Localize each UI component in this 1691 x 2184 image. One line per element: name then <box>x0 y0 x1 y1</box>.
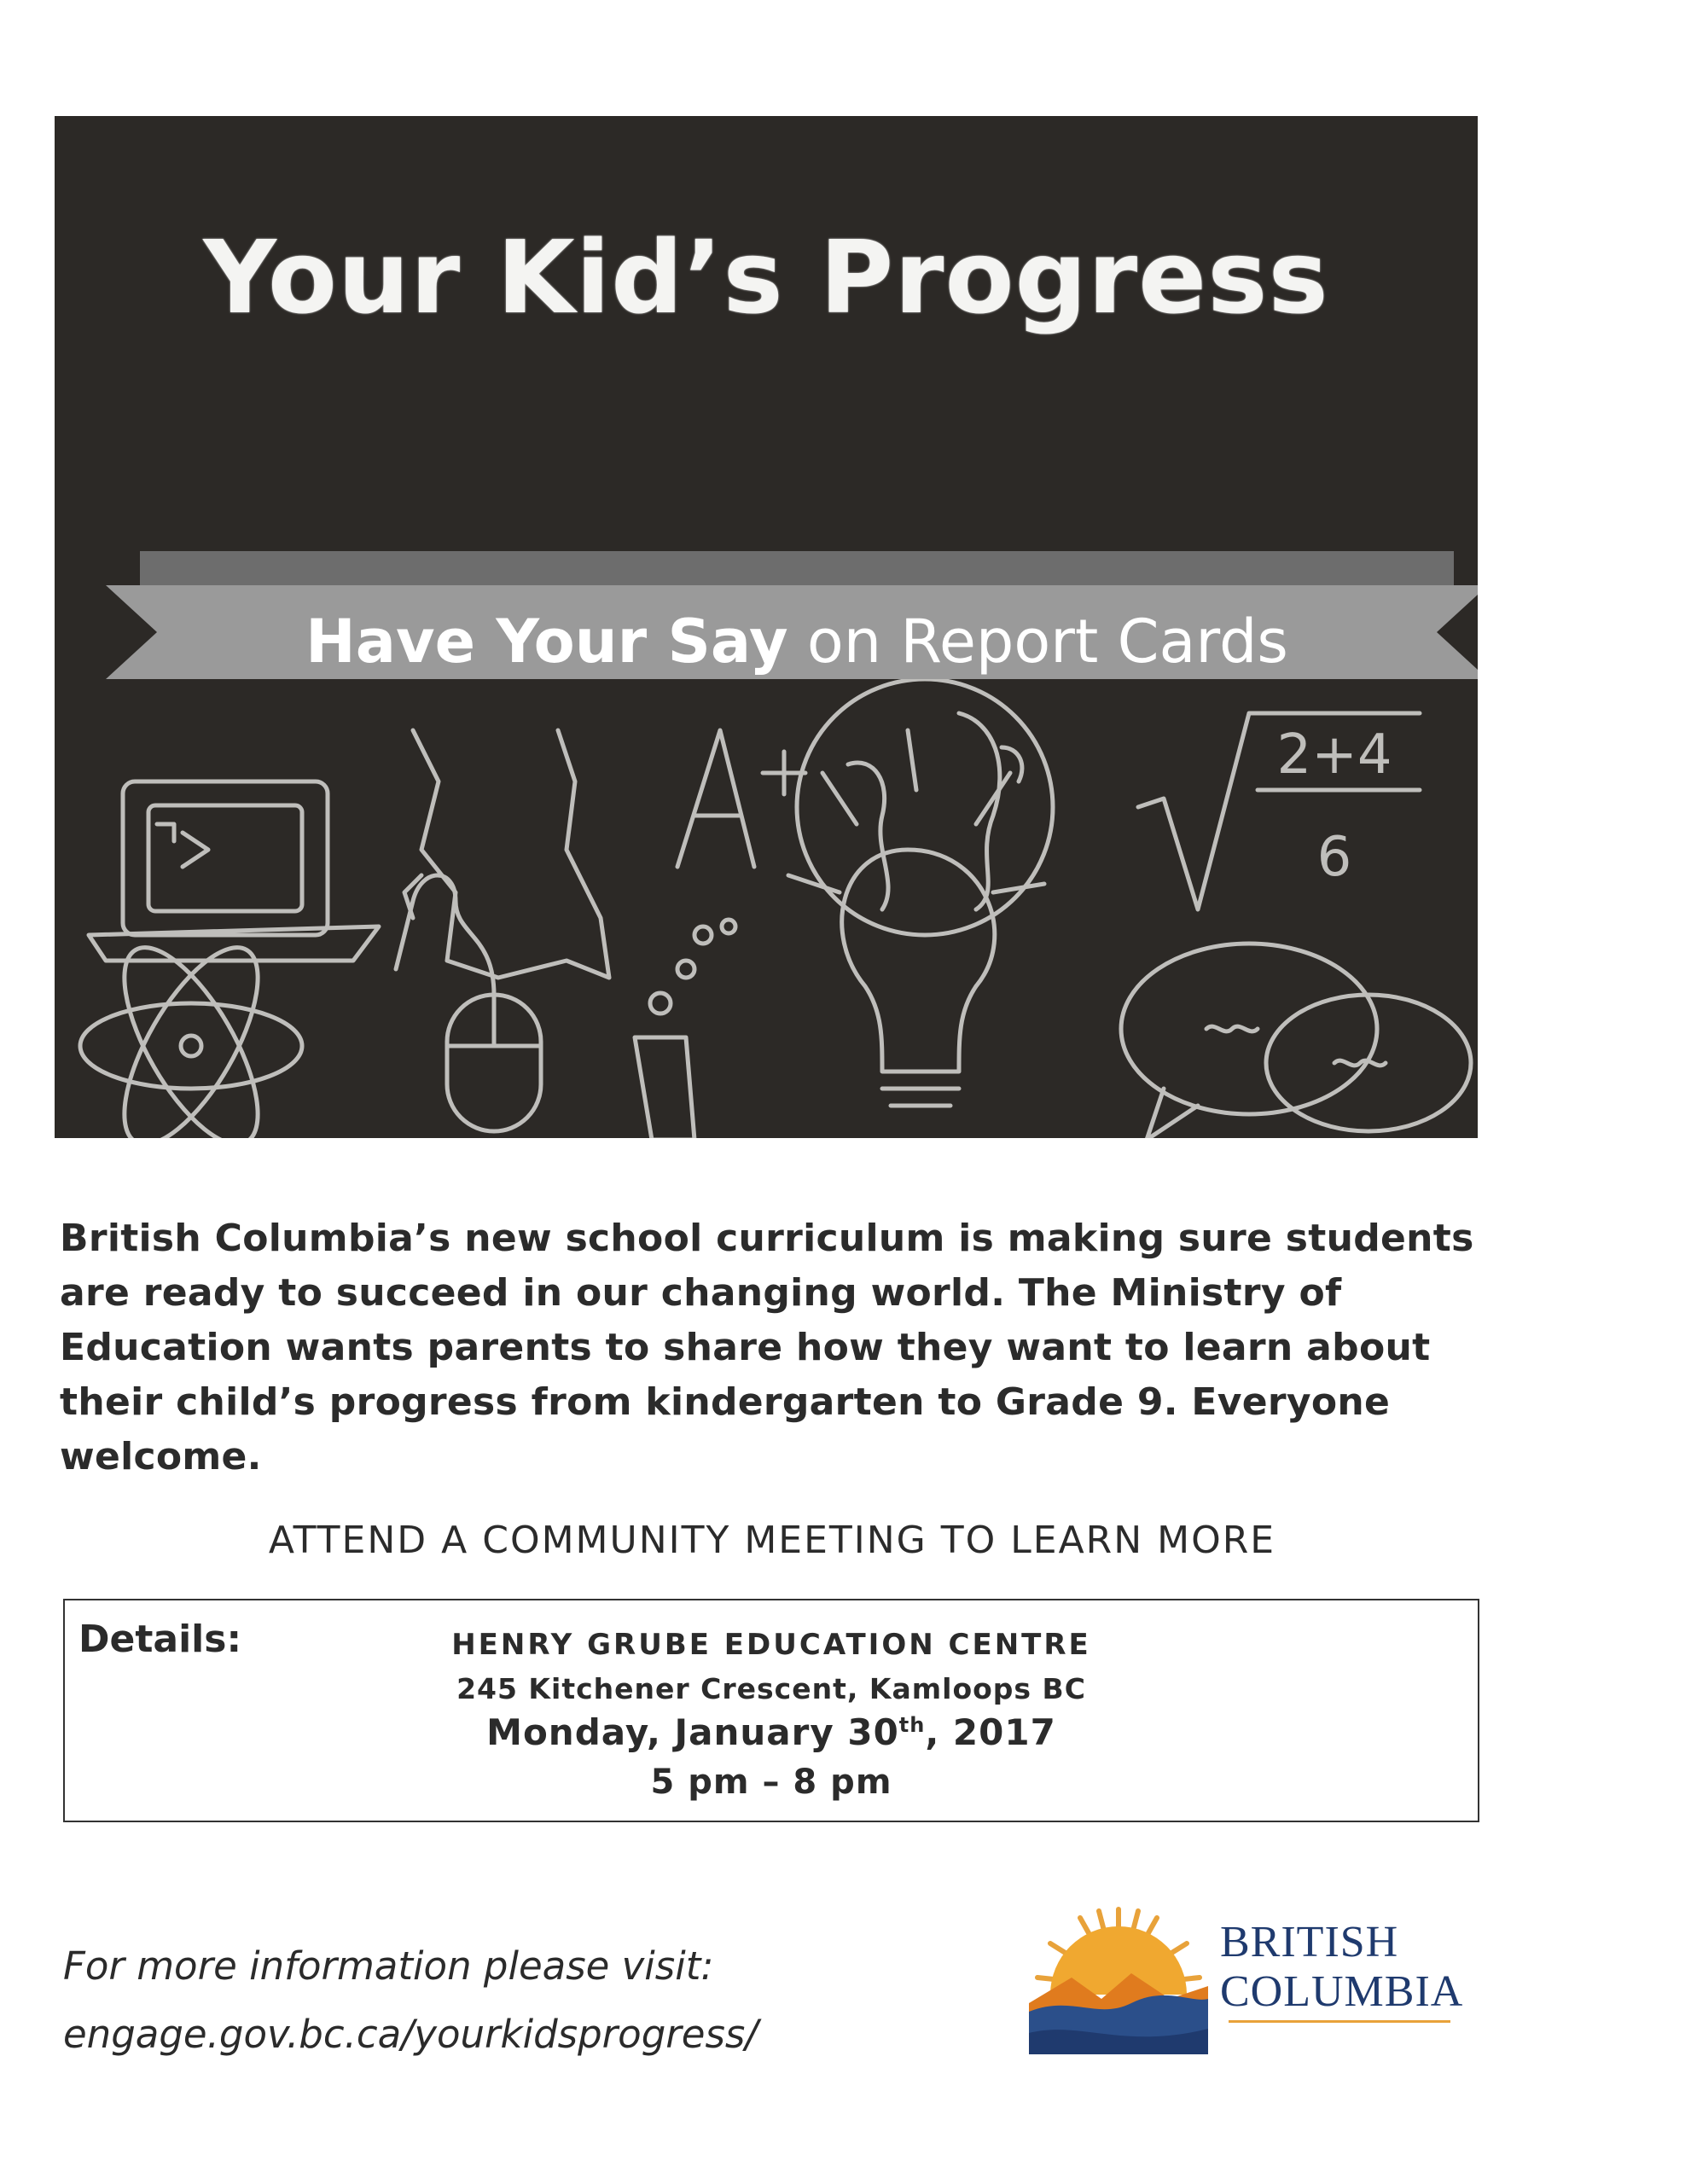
attend-heading: ATTEND A COMMUNITY MEETING TO LEARN MORE <box>268 1519 1276 1562</box>
venue-address: 245 Kitchener Crescent, Kamloops BC <box>456 1672 1086 1705</box>
chalkboard-banner <box>55 116 1478 1138</box>
mouse-doodle <box>396 875 541 1131</box>
grade-a-doodle <box>677 730 805 867</box>
event-date-year: , 2017 <box>925 1711 1056 1753</box>
venue-name: HENRY GRUBE EDUCATION CENTRE <box>451 1628 1091 1662</box>
event-date-suffix-sup: th <box>898 1713 926 1737</box>
bc-wordmark-line2: COLUMBIA <box>1220 1967 1464 2016</box>
bc-logo-underline <box>1229 2020 1450 2023</box>
globe-doodle <box>797 679 1053 935</box>
ribbon <box>106 457 1478 679</box>
math-denominator: 6 <box>1316 826 1352 889</box>
ribbon-text <box>106 607 1478 677</box>
more-info <box>63 1932 758 2069</box>
laptop-doodle <box>89 781 379 961</box>
map-doodle <box>404 730 609 978</box>
test-tube-doodle <box>635 920 735 1138</box>
lightbulb-doodle <box>788 730 1044 1106</box>
intro-paragraph: British Columbia’s new school curriculum is making sure students are ready to succeed in our changing world. The Ministry of Education wants parents to share how they want to learn about their child’s progress from kindergarten to Grade 9. Everyone welcome. <box>60 1217 1474 1478</box>
ribbon-bold-text: Have Your Say <box>305 607 788 677</box>
chalk-doodles <box>55 679 1478 1138</box>
details-label: Details: <box>78 1618 242 1661</box>
bc-logo <box>1020 1892 1498 2063</box>
more-info-url[interactable]: engage.gov.bc.ca/yourkidsprogress/ <box>63 2012 758 2057</box>
event-date-prefix: Monday, January 30 <box>486 1711 899 1753</box>
ribbon-rest-text: on Report Cards <box>787 607 1288 677</box>
math-numerator: 2+4 <box>1276 723 1392 787</box>
event-date <box>65 1711 1478 1753</box>
bc-sun-mountain-icon <box>1020 1892 1217 2063</box>
speech-bubbles-doodle <box>1121 944 1471 1138</box>
event-time: 5 pm – 8 pm <box>650 1763 892 1802</box>
details-box <box>63 1599 1479 1822</box>
page-title: Your Kid’s Progress <box>203 218 1329 336</box>
bc-wordmark-line1: BRITISH <box>1220 1918 1399 1966</box>
bc-wordmark <box>1220 1918 1463 2017</box>
more-info-text: For more information please visit: <box>63 1943 714 1989</box>
